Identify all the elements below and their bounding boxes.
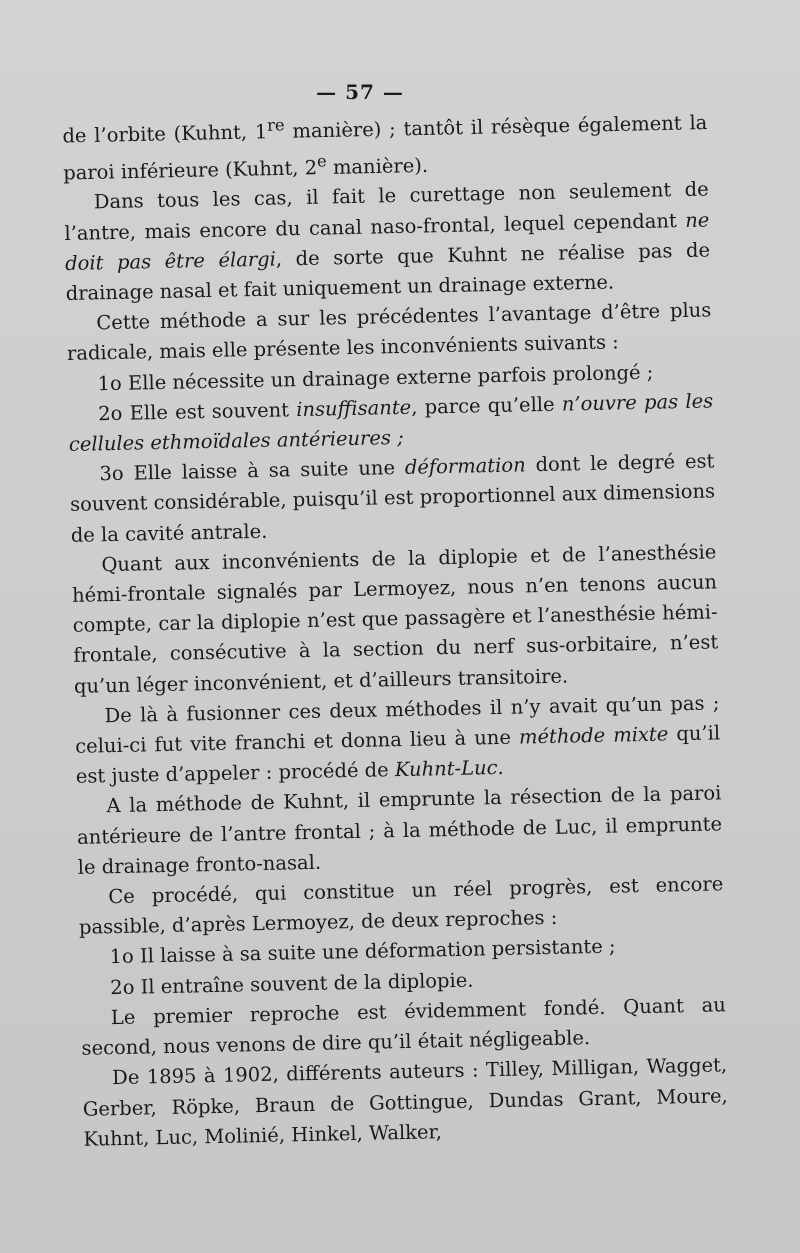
paragraph-6: A la méthode de Kuhnt, il emprunte la résection de la paroi antérieure de l’antre frontal ; à la méthode de Luc, il emprunte le drainage fronto-nasal. <box>76 781 723 879</box>
paragraph-3: Cette méthode a sur les précédentes l’avantage d’être plus radicale, mais elle présente les inconvénients suivants : <box>66 298 712 366</box>
paragraph-9: De 1895 à 1902, différents auteurs : Tilley, Milligan, Wagget, Gerber, Röpke, Braun de Gottingue, Dundas Grant, Moure, Kuhnt, Luc, Molinié, Hinkel, Walker, <box>82 1053 728 1151</box>
list-item-3: 3o Elle laisse à sa suite une déformation dont le degré est souvent considérable, puisqu’il est proportionnel aux dimensions de la cavité antrale. <box>69 449 716 547</box>
list-item-2: 2o Elle est souvent insuffisante, parce qu’elle n’ouvre pas les cellules ethmoïdales antérieures ; <box>68 389 714 456</box>
paragraph-5: De là à fusionner ces deux méthodes il n’y avait qu’un pas ; celui-ci fut vite franchi et donna lieu à une méthode mixte qu’il est juste d’appeler : procédé de Kuhnt-Luc. <box>74 691 721 789</box>
paragraph-4: Quant aux inconvénients de la diplopie et de l’anesthésie hémi-frontale signalés par Lermoyez, nous n’en tenons aucun compte, car la diplopie n’est que passagère et l’anesthésie hémi-frontale, consécutive à la section du nerf sus-orbitaire, n’est qu’un léger inconvénient, et d’ailleurs transitoire. <box>71 540 719 698</box>
paragraph-8: Le premier reproche est évidemment fondé. Quant au second, nous venons de dire qu’il était négligeable. <box>81 993 727 1060</box>
list-item-5: 2o Il entraîne souvent de la diplopie. <box>110 968 474 999</box>
list-item-1: 1o Elle nécessite un drainage externe parfois prolongé ; <box>97 360 654 395</box>
paragraph-7: Ce procédé, qui constitue un réel progrès, est encore passible, d’après Lermoyez, de deux reproches : <box>78 872 724 940</box>
body-text <box>62 101 729 1154</box>
list-item-4: 1o Il laisse à sa suite une déformation persistante ; <box>109 935 616 969</box>
paragraph-1: de l’orbite (Kuhnt, 1re manière) ; tantôt il résèque également la paroi inférieure (Kuhnt, 2e manière). <box>62 110 708 185</box>
page-number: — 57 — <box>316 80 404 104</box>
paragraph-2: Dans tous les cas, il fait le curettage non seulement de l’antre, mais encore du canal naso-frontal, lequel cependant ne doit pas être élargi, de sorte que Kuhnt ne réalise pas de drainage nasal et fait uniquement un drainage externe. <box>64 177 711 305</box>
